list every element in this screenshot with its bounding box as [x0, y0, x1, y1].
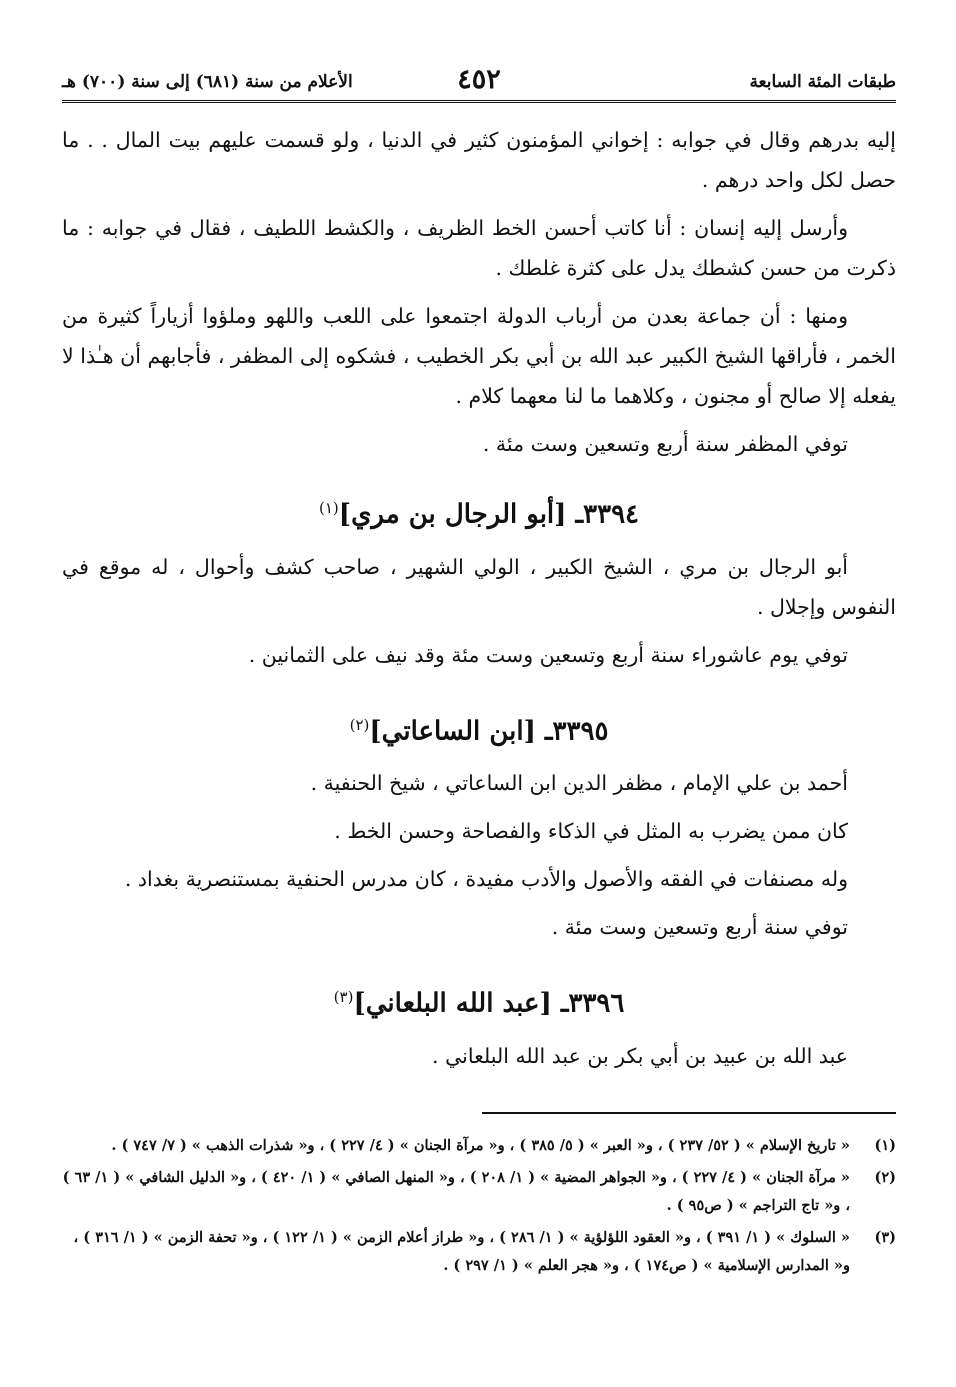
footnote: [62, 1132, 896, 1160]
footnote-number: (١): [874, 1137, 896, 1154]
running-header: [62, 60, 896, 100]
footnote-rule: [482, 1112, 896, 1114]
footnote-text: « مرآة الجنان » ( ٤/ ٢٢٧ ) ، و« الجواهر المضية » ( ١/ ٢٠٨ ) ، و« المنهل الصافي » ( ١/ ٤٢٠ ) ، و« الدليل الشافي » ( ١/ ٦٣ ) ، و« تاج التراجم » ( ص٩٥ ) .: [62, 1169, 850, 1214]
paragraph: ومنها : أن جماعة بعدن من أرباب الدولة اجتمعوا على اللعب واللهو وملؤوا أزياراً كثيرة من الخمر ، فأراقها الشيخ الكبير عبد الله بن أبي بكر الخطيب ، فشكوه إلى المظفر ، فأجابهم أن هـٰذا لا يفعله إلا صالح أو مجنون ، وكلاهما ما لنا معهما كلام .: [62, 304, 896, 408]
entry-title: ٣٣٩٥ـ [ابن الساعاتي]: [369, 716, 609, 747]
header-range: الأعلام من سنة (٦٨١) إلى سنة (٧٠٠) هـ: [62, 72, 353, 92]
paragraph: توفي سنة أربع وتسعين وست مئة .: [551, 915, 848, 940]
footnotes: [62, 1132, 896, 1284]
footnote-ref: (١): [319, 499, 339, 517]
footnote-number: (٣): [874, 1229, 896, 1246]
header-section-title: طبقات المئة السابعة: [749, 72, 896, 92]
paragraph: وله مصنفات في الفقه والأصول والأدب مفيدة ، كان مدرس الحنفية بمستنصرية بغداد .: [124, 867, 848, 892]
paragraph: وأرسل إليه إنسان : أنا كاتب أحسن الخط الظريف ، والكشط اللطيف ، فقال في جوابه : ما ذكرت من حسن كشطك يدل على كثرة غلطك .: [62, 216, 896, 280]
entry-title: ٣٣٩٦ـ [عبد الله البلعاني]: [353, 988, 625, 1019]
main-text: [62, 120, 896, 1076]
footnote: [62, 1164, 896, 1220]
paragraph: عبد الله بن عبيد بن أبي بكر بن عبد الله البلعاني .: [432, 1043, 848, 1068]
footnote-ref: (٢): [349, 715, 370, 734]
footnote-ref: (٣): [333, 988, 354, 1007]
footnote-text: « تاريخ الإسلام » ( ٥٢/ ٢٣٧ ) ، و« العبر » ( ٥/ ٣٨٥ ) ، و« مرآة الجنان » ( ٤/ ٢٢٧ ) ، و« شذرات الذهب » ( ٧/ ٧٤٧ ) .: [111, 1137, 850, 1154]
paragraph: أبو الرجال بن مري ، الشيخ الكبير ، الولي الشهير ، صاحب كشف وأحوال ، له موقع في النفوس وإجلال .: [62, 554, 896, 619]
footnote-text: « السلوك » ( ١/ ٣٩١ ) ، و« العقود اللؤلؤية » ( ١/ ٢٨٦ ) ، و« طراز أعلام الزمن » ( ١/ ١٢٢ ) ، و« تحفة الزمن » ( ١/ ٣١٦ ) ، و« المدارس الإسلامية » ( ص١٧٤ ) ، و« هجر العلم » ( ١/ ٢٩٧ ) .: [73, 1229, 850, 1274]
entry-heading: [62, 488, 896, 535]
paragraph: توفي المظفر سنة أربع وتسعين وست مئة .: [482, 432, 848, 456]
footnote-number: (٢): [874, 1169, 896, 1186]
paragraph: كان ممن يضرب به المثل في الذكاء والفصاحة وحسن الخط .: [334, 819, 848, 844]
entry-heading: [62, 705, 896, 752]
footnote: [62, 1224, 896, 1280]
page-number: ٤٥٢: [457, 64, 501, 95]
header-rule: [62, 100, 896, 103]
paragraph: توفي يوم عاشوراء سنة أربع وتسعين وست مئة وقد نيف على الثمانين .: [248, 642, 848, 667]
entry-title: ٣٣٩٤ـ [أبو الرجال بن مري]: [338, 499, 639, 530]
entry-heading: [62, 977, 896, 1024]
paragraph: إليه بدرهم وقال في جوابه : إخواني المؤمنون كثير في الدنيا ، ولو قسمت عليهم بيت المال . . ما حصل لكل واحد درهم .: [62, 128, 896, 192]
paragraph: أحمد بن علي الإمام ، مظفر الدين ابن الساعاتي ، شيخ الحنفية .: [310, 771, 848, 796]
